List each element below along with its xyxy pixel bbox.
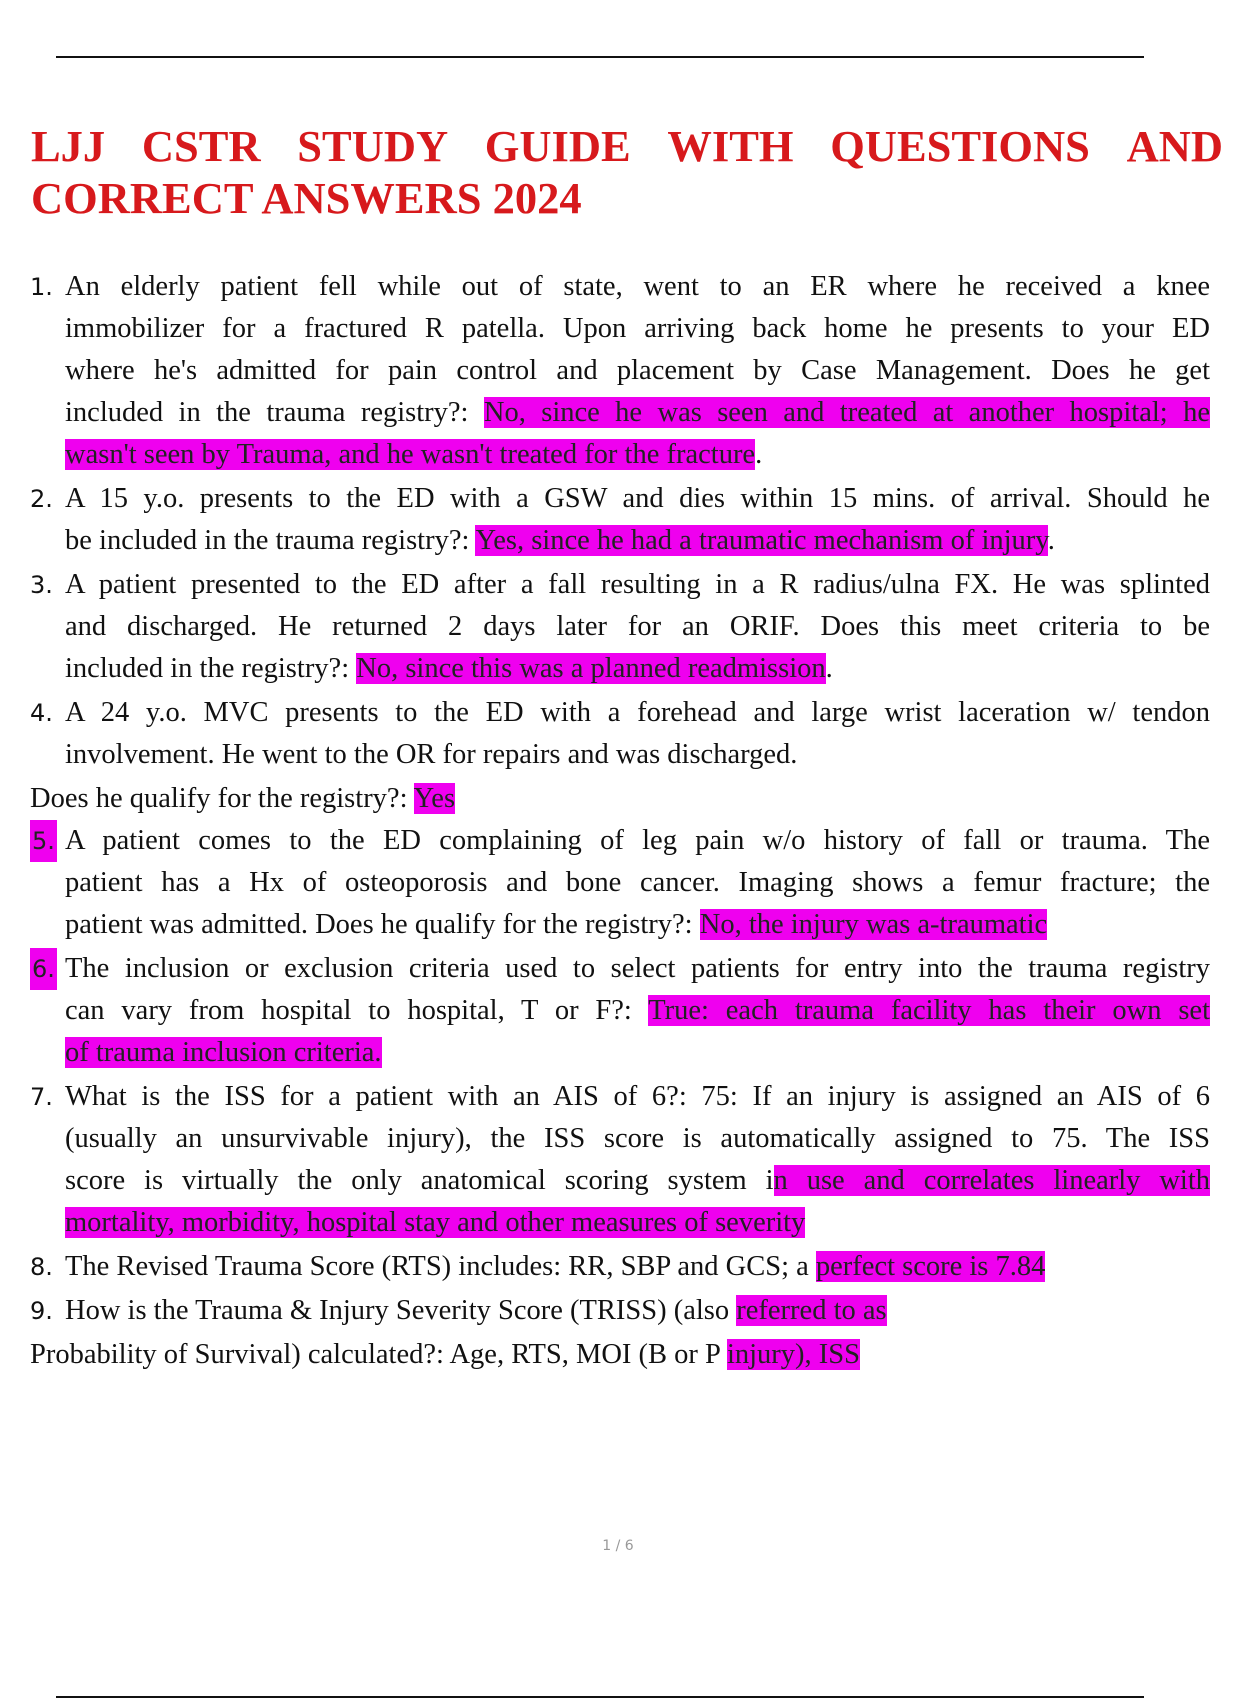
question-item-2 [30,478,1210,562]
question-text: . [755,439,763,470]
question-text-line [65,904,1210,946]
question-number: 2. [30,485,53,513]
highlighted-answer: No, since he was seen and treated at another hospital; he [483,397,1210,428]
highlighted-answer: referred to as [736,1295,887,1326]
question-number: 6. [30,948,57,990]
title-word: QUESTIONS [830,121,1090,171]
question-number: 3. [30,571,53,599]
highlighted-answer: No, the injury was a-traumatic [699,909,1048,940]
highlighted-answer: Yes, since he had a traumatic mechanism of injury [475,525,1048,556]
question-text-line [65,1160,1210,1202]
question-text-line [65,434,1210,476]
question-text: Does he qualify for the registry?: [30,783,414,814]
title-word: GUIDE [484,121,631,171]
question-text: The Revised Trauma Score (RTS) includes: RR, SBP and GCS; a [65,1251,816,1282]
title-word: WITH [667,121,794,171]
title-line-2: CORRECT ANSWERS 2024 [31,173,582,223]
question-number: 8. [30,1253,53,1281]
document-title [31,120,1223,224]
question-text-line [65,990,1210,1032]
question-item-3 [30,564,1210,690]
question-text-line: and discharged. He returned 2 days later for an ORIF. Does this meet criteria to be [65,611,1210,642]
question-number: 7. [30,1083,53,1111]
question-4-followup [30,778,1210,820]
question-text-line: immobilizer for a fractured R patella. Upon arriving back home he presents to your ED [65,313,1210,344]
question-number: 4. [30,699,53,727]
question-text-line [65,392,1210,434]
question-text: Probability of Survival) calculated?: Age, RTS, MOI (B or P [30,1339,727,1370]
question-text-line: A patient comes to the ED complaining of leg pain w/o history of fall or trauma. The [65,825,1210,856]
question-text: How is the Trauma & Injury Severity Score (TRISS) (also [65,1295,737,1326]
title-word: AND [1126,121,1223,171]
question-number: 1. [30,273,53,301]
highlighted-answer: n use and correlates linearly with [773,1165,1210,1196]
question-text-line: (usually an unsurvivable injury), the ISS score is automatically assigned to 75. The ISS [65,1123,1210,1154]
highlighted-answer: Yes [413,783,456,814]
highlighted-answer: True: each trauma facility has their own set [648,995,1210,1026]
question-text-line [65,1032,1210,1074]
question-text: score is virtually the only anatomical scoring system i [65,1165,774,1196]
question-number: 5. [30,820,57,862]
question-text: . [1047,525,1055,556]
question-text-line [65,1246,1210,1288]
question-text: patient was admitted. Does he qualify for the registry?: [65,909,700,940]
top-rule [56,56,1144,58]
question-9-continuation [30,1334,1210,1376]
question-text-line: where he's admitted for pain control and placement by Case Management. Does he get [65,355,1210,386]
question-item-9 [30,1290,1210,1332]
title-word: CSTR [141,121,261,171]
question-text-line: An elderly patient fell while out of state, went to an ER where he received a knee [65,271,1210,302]
question-text: be included in the trauma registry?: [65,525,476,556]
question-text: . [825,653,833,684]
question-text-line: A 15 y.o. presents to the ED with a GSW and dies within 15 mins. of arrival. Should he [65,483,1210,514]
question-text-line: involvement. He went to the OR for repairs and was discharged. [65,739,798,770]
question-text-line [65,520,1210,562]
question-item-7 [30,1076,1210,1244]
title-line-1 [31,120,1223,172]
question-text-line: A 24 y.o. MVC presents to the ED with a forehead and large wrist laceration w/ tendon [65,697,1210,728]
question-item-5 [30,820,1210,946]
question-item-4 [30,692,1210,776]
question-list [30,266,1210,1376]
highlighted-answer: of trauma inclusion criteria. [65,1037,382,1068]
question-text-line: A patient presented to the ED after a fall resulting in a R radius/ulna FX. He was splinted [65,569,1210,600]
question-text-line: The inclusion or exclusion criteria used to select patients for entry into the trauma registry [65,953,1210,984]
question-text-line [65,1202,1210,1244]
highlighted-answer: injury), ISS [726,1339,860,1370]
question-text-line: What is the ISS for a patient with an AIS of 6?: 75: If an injury is assigned an AIS of 6 [65,1081,1210,1112]
question-text: included in the registry?: [65,653,357,684]
question-text-line [65,648,1210,690]
highlighted-answer: perfect score is 7.84 [815,1251,1046,1282]
page-indicator: 1 / 6 [602,1538,634,1554]
question-item-1 [30,266,1210,476]
question-item-6 [30,948,1210,1074]
title-word: LJJ [31,121,106,171]
highlighted-answer: mortality, morbidity, hospital stay and other measures of severity [65,1207,806,1238]
question-number: 9. [30,1297,53,1325]
highlighted-answer: No, since this was a planned readmission [356,653,826,684]
question-text: can vary from hospital to hospital, T or F?: [65,995,649,1026]
title-word: STUDY [297,121,449,171]
bottom-rule [56,1696,1144,1698]
question-text-line [65,1290,1210,1332]
question-text-line: patient has a Hx of osteoporosis and bone cancer. Imaging shows a femur fracture; the [65,867,1210,898]
highlighted-answer: wasn't seen by Trauma, and he wasn't treated for the fracture [65,439,756,470]
question-text: included in the trauma registry?: [65,397,484,428]
question-item-8 [30,1246,1210,1288]
